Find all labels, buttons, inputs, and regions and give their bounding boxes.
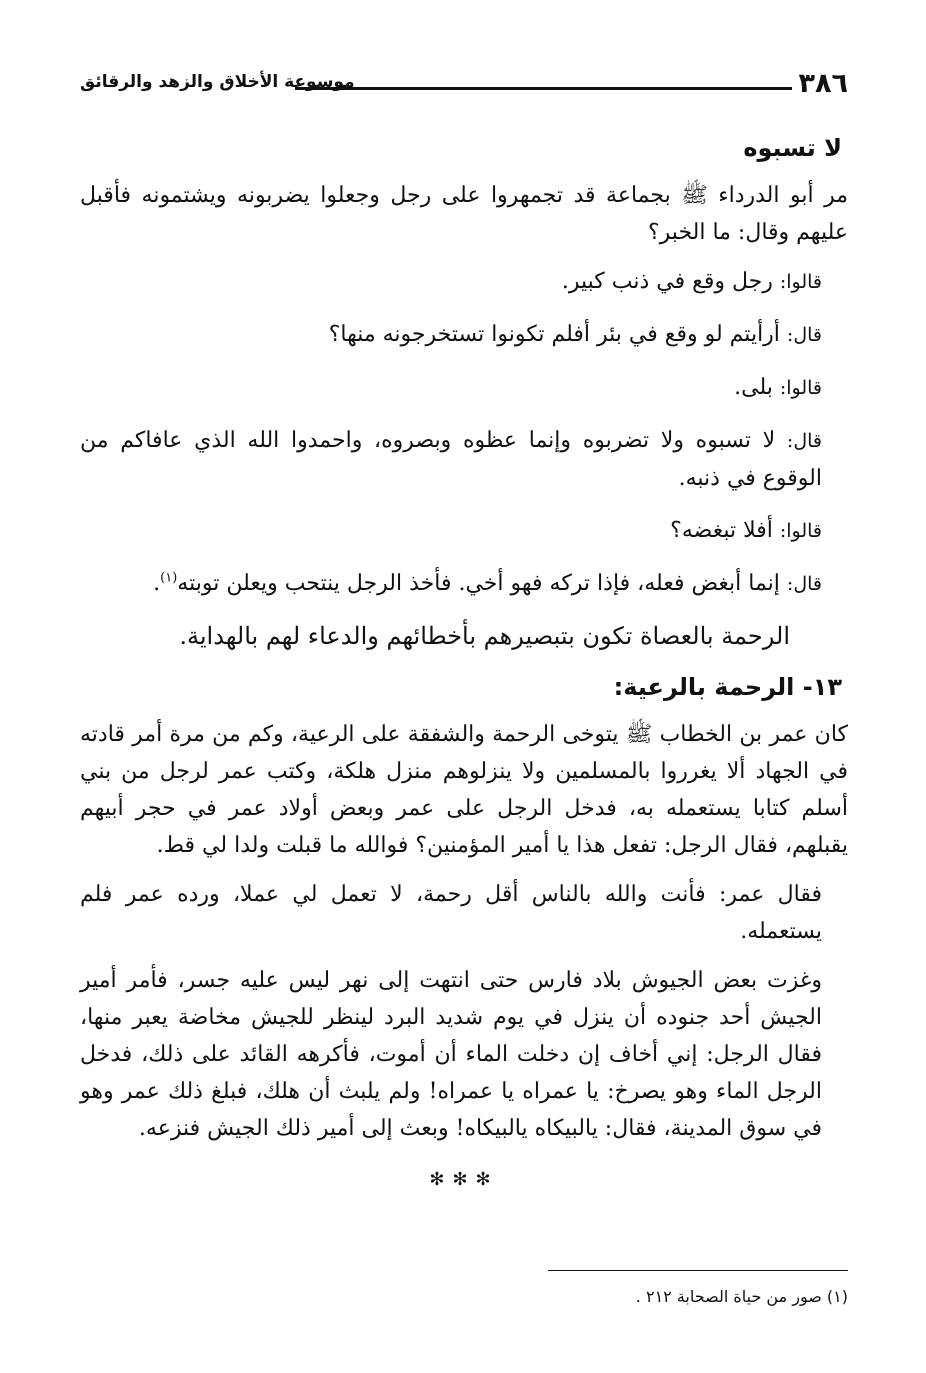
dialog-text: إنما أبغض فعله، فإذا تركه فهو أخي. فأخذ الرجل ينتحب ويعلن توبته [177,571,787,596]
dialog-line [80,422,848,497]
footnote-reference[interactable]: (١) [160,570,178,586]
dialog-speaker: قالوا: [779,377,822,399]
dialog-speaker: قال: [786,573,822,595]
army-paragraph: وغزت بعض الجيوش بلاد فارس حتى انتهت إلى نهر ليس عليه جسر، فأمر أمير الجيش أحد جنوده أن ينزل في يوم شديد البرد لينظر للجيش مخاضة يعبر منها، فقال الرجل: إني أخاف إن دخلت الماء أن أموت، فأكرهه القائد على ذلك، فدخل الرجل الماء وهو يصرخ: يا عمراه يا عمراه! ولم يلبث أن هلك، فبلغ ذلك عمر وهو في سوق المدينة، فقال: يالبيكاه يالبيكاه! وبعث إلى أمير ذلك الجيش فنزعه. [80,968,822,1141]
dialog-speaker: قال: [786,324,822,346]
footnote-rule [548,1270,848,1271]
section-heading-do-not-insult: لا تسبوه [743,134,842,162]
dialog-text: بلى. [734,375,780,400]
dialog-text: رجل وقع في ذنب كبير. [561,269,780,294]
sentence-end: . [153,571,161,596]
dialog-line [80,512,848,550]
dialog-text: أفلا تبغضه؟ [670,518,780,543]
page-number: ٣٨٦ [798,68,848,99]
footnote: (١) صور من حياة الصحابة ٢١٢ . [635,1287,848,1306]
book-title: موسوعة الأخلاق والزهد والرقائق [80,72,355,92]
umar-paragraph-1: كان عمر بن الخطاب ﷺ يتوخى الرحمة والشفقة على الرعية، وكم من مرة أمر قادته في الجهاد ألا يغرروا بالمسلمين ولا ينزلوهم منزل هلكة، وكتب عمر لرجل من بني أسلم كتابا يستعمله به، فدخل الرجل على عمر وبعض أولاد عمر في حجر أبيهم يقبلهم، فقال الرجل: تفعل هذا يا أمير المؤمنين؟ فوالله ما قبلت ولدا لي قط. [80,722,848,858]
dialog-speaker: قالوا: [779,271,822,293]
dialog-speaker: قال: [786,430,822,452]
dialog-text: لا تسبوه ولا تضربوه وإنما عظوه وبصروه، واحمدوا الله الذي عافاكم من الوقوع في ذنبه. [80,428,822,491]
section-heading-mercy-to-subjects: ١٣- الرحمة بالرعية: [613,673,842,701]
lesson-paragraph: الرحمة بالعصاة تكون بتبصيرهم بأخطائهم والدعاء لهم بالهداية. [179,622,790,650]
dialog-speaker: قالوا: [779,520,822,542]
section-separator: ✻✻✻ [429,1169,499,1190]
header-rule [295,87,792,90]
dialog-text: أرأيتم لو وقع في بئر أفلم تكونوا تستخرجونه منها؟ [328,322,787,347]
page-header [80,70,848,104]
dialog-line [80,369,848,407]
page-body [80,130,848,1198]
dialog-line [80,316,848,354]
dialog-line [80,565,848,603]
story-intro-paragraph: مر أبو الدرداء ﷺ بجماعة قد تجمهروا على رجل وجعلوا يضربونه ويشتمونه فأقبل عليهم وقال: ما الخبر؟ [80,183,848,245]
umar-paragraph-2: فقال عمر: فأنت والله بالناس أقل رحمة، لا تعمل لي عملا، ورده عمر فلم يستعمله. [80,882,822,944]
dialog-line [80,263,848,301]
